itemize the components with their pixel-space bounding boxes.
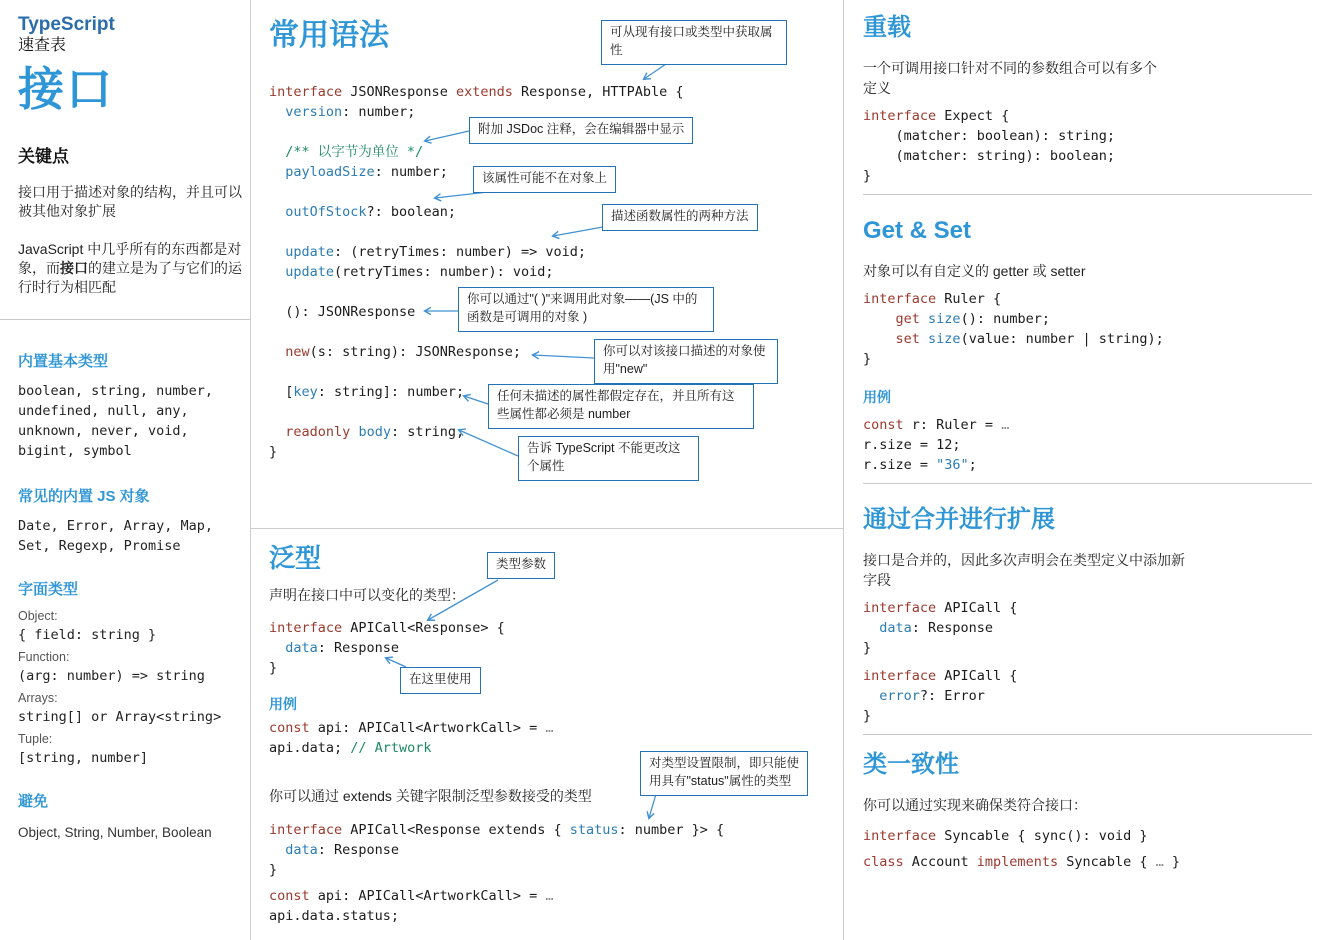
builtin-types-heading: 内置基本类型	[18, 353, 109, 370]
callout-index-signature-note: 任何未描述的属性都假定存在，并且所有这些属性都必须是 number	[488, 384, 754, 429]
get-set-section	[863, 215, 1312, 484]
merging-section	[863, 504, 1312, 735]
literal-label-object: Object:	[18, 609, 58, 623]
overloads-section	[863, 12, 1312, 195]
generics-extends-note: 你可以通过 extends 关键字限制泛型参数接受的类型	[269, 788, 592, 804]
generics-usage-label: 用例	[269, 696, 297, 712]
right-divider-3	[863, 734, 1312, 735]
brand-typescript: TypeScript	[18, 14, 115, 35]
literal-types-list	[18, 607, 238, 768]
merging-heading: 通过合并进行扩展	[863, 506, 1055, 533]
avoid-heading: 避免	[18, 793, 49, 810]
main-column	[250, 0, 844, 940]
callout-extends-note: 可从现有接口或类型中获取属性	[601, 20, 787, 65]
overloads-description: 一个可调用接口针对不同的参数组合可以有多个定义	[863, 60, 1157, 96]
keypoints-p2-post: 的建立是为了与它们的运行时行为相匹配	[18, 260, 242, 295]
merging-code-a: interface APICall { data: Response }	[863, 600, 1018, 656]
sidebar-divider	[0, 319, 250, 320]
callout-readonly-note: 告诉 TypeScript 不能更改这个属性	[518, 436, 699, 481]
interface-syntax-code: interface JSONResponse extends Response, HTTPAble { version: number; /** 以字节为单位 */ payloadSize: number; outOfStock?: boolean; update: (retryTimes: number) => void; update(retryTimes: number): void; (): JSONResponse new(s: string): JSONResponse; [key: string]: number; readonly body: string; }	[269, 84, 684, 460]
get-set-heading: Get & Set	[863, 217, 972, 244]
overloads-code: interface Expect { (matcher: boolean): string; (matcher: string): boolean; }	[863, 108, 1115, 184]
generic-interface-code: interface APICall<Response> { data: Response }	[269, 620, 505, 676]
conformance-heading: 类一致性	[863, 751, 959, 778]
class-conformance-section	[863, 749, 1312, 875]
avoid-list: Object, String, Number, Boolean	[18, 825, 212, 840]
right-divider-2	[863, 483, 1312, 484]
callout-constraint-note: 对类型设置限制，即只能使用具有"status"属性的类型	[640, 751, 808, 796]
page-title: 接口	[18, 63, 114, 115]
get-set-usage-code: const r: Ruler = … r.size = 12; r.size = "36";	[863, 417, 1010, 473]
callout-callable-note: 你可以通过"( )"来调用此对象——(JS 中的函数是可调用的对象 )	[458, 287, 714, 332]
generic-constrained-code: interface APICall<Response extends { status: number }> { data: Response }	[269, 822, 725, 878]
generic-usage-code: const api: APICall<ArtworkCall> = … api.data; // Artwork	[269, 720, 554, 756]
conformance-code: interface Syncable { sync(): void } class Account implements Syncable { … }	[863, 828, 1181, 870]
literal-code-object: { field: string }	[18, 627, 157, 643]
sidebar	[0, 0, 250, 940]
callout-optional-note: 该属性可能不在对象上	[473, 166, 616, 193]
keypoints-p2-bold: 接口	[60, 260, 88, 276]
callout-function-props-note: 描述函数属性的两种方法	[602, 204, 758, 231]
merging-code-b: interface APICall { error?: Error }	[863, 668, 1018, 724]
literal-code-arrays: string[] or Array<string>	[18, 709, 222, 725]
literal-label-function: Function:	[18, 650, 70, 664]
right-column	[844, 0, 1330, 940]
literal-code-function: (arg: number) => string	[18, 668, 205, 684]
overloads-heading: 重载	[863, 14, 911, 41]
builtin-types-list: boolean, string, number, undefined, null, any, unknown, never, void, bigint, symbol	[18, 383, 214, 459]
literal-types-heading: 字面类型	[18, 581, 79, 598]
get-set-usage-label: 用例	[863, 389, 891, 405]
generics-heading: 泛型	[269, 543, 322, 573]
keypoints-p2-pre: JavaScript 中几乎所有的东西都是对象，而	[18, 241, 242, 276]
section-divider	[251, 528, 843, 529]
keypoints-heading: 关键点	[18, 147, 69, 166]
generics-intro: 声明在接口中可以变化的类型：	[269, 587, 465, 603]
literal-code-tuple: [string, number]	[18, 750, 149, 766]
generic-usage2-code: const api: APICall<ArtworkCall> = … api.data.status;	[269, 888, 554, 924]
get-set-code: interface Ruler { get size(): number; set size(value: number | string); }	[863, 291, 1164, 367]
right-divider-1	[863, 194, 1312, 195]
callout-new-note: 你可以对该接口描述的对象使用"new"	[594, 339, 778, 384]
callout-type-parameter: 类型参数	[487, 552, 555, 579]
callout-used-here: 在这里使用	[400, 667, 481, 694]
sheet-subtitle: 速查表	[18, 37, 67, 54]
callout-jsdoc-note: 附加 JSDoc 注释，会在编辑器中显示	[469, 117, 693, 144]
get-set-description: 对象可以有自定义的 getter 或 setter	[863, 263, 1086, 279]
keypoints-paragraph-2	[18, 240, 246, 297]
js-objects-list: Date, Error, Array, Map, Set, Regexp, Promise	[18, 518, 214, 554]
conformance-description: 你可以通过实现来确保类符合接口：	[863, 797, 1087, 813]
js-objects-heading: 常见的内置 JS 对象	[18, 488, 150, 505]
common-syntax-heading: 常用语法	[269, 19, 389, 52]
literal-label-tuple: Tuple:	[18, 732, 53, 746]
keypoints-paragraph-1: 接口用于描述对象的结构，并且可以被其他对象扩展	[18, 184, 242, 219]
literal-label-arrays: Arrays:	[18, 691, 58, 705]
merging-description: 接口是合并的，因此多次声明会在类型定义中添加新字段	[863, 552, 1185, 588]
